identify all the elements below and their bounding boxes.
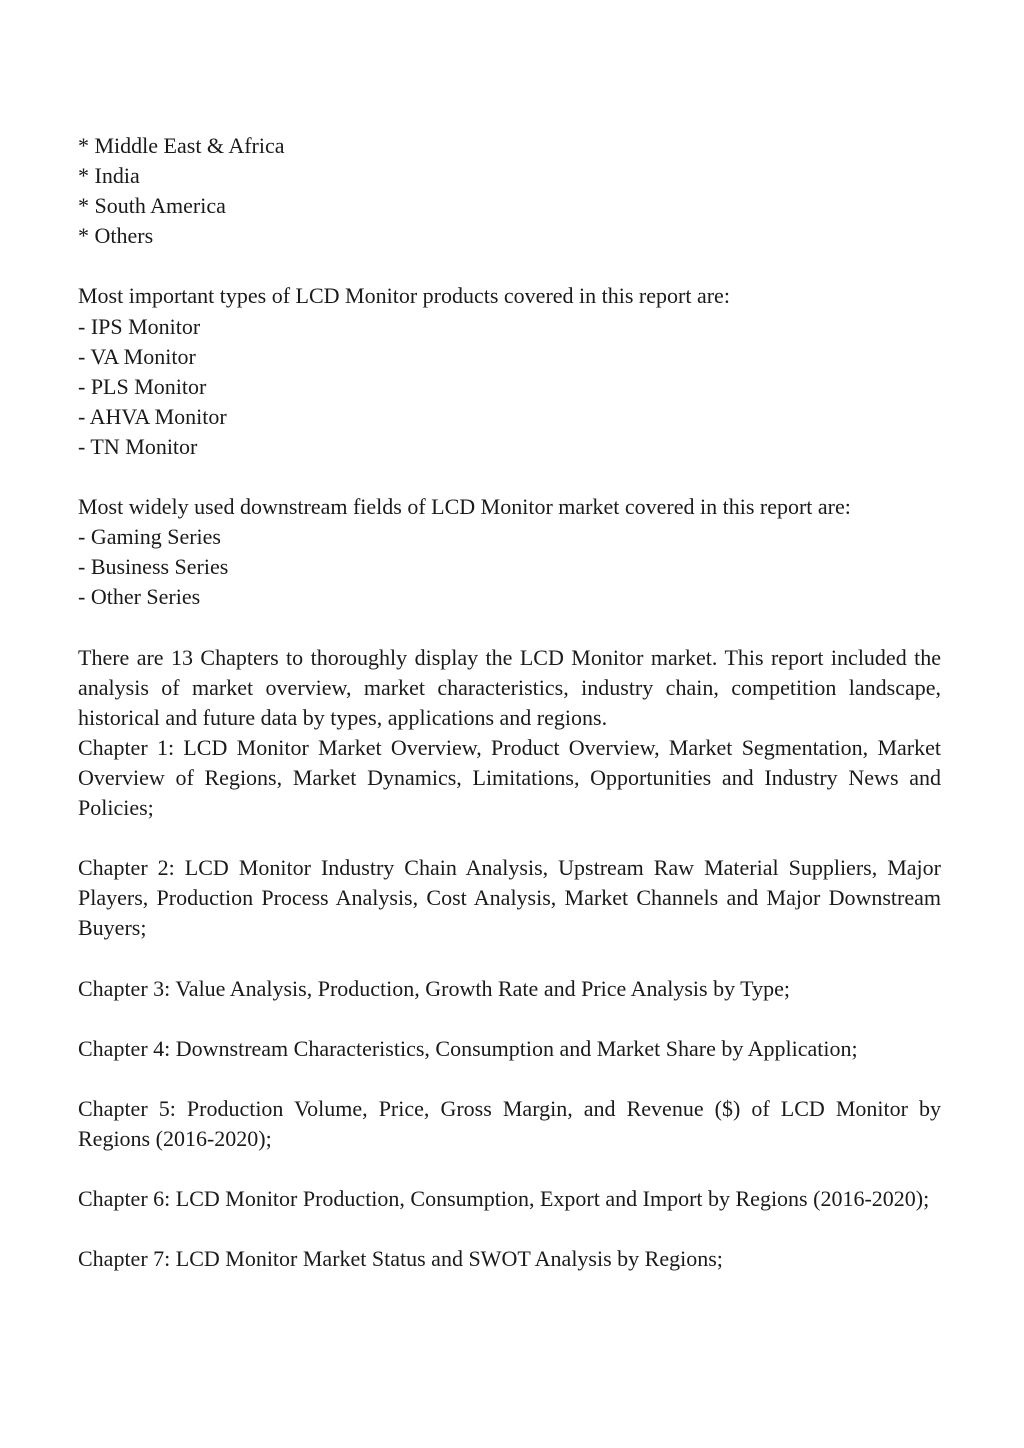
list-item: - Business Series	[78, 554, 229, 580]
fields-heading: Most widely used downstream fields of LCD Monitor market covered in this report are:	[78, 494, 851, 520]
chapter-3: Chapter 3: Value Analysis, Production, Growth Rate and Price Analysis by Type;	[78, 975, 790, 1001]
paragraph-gap	[78, 823, 941, 853]
list-item: * India	[78, 163, 140, 189]
list-item: - IPS Monitor	[78, 313, 201, 339]
list-item: - Other Series	[78, 584, 201, 610]
list-item: * Middle East & Africa	[78, 133, 285, 158]
intro-paragraph: There are 13 Chapters to thoroughly display the LCD Monitor market. This report included the analysis of market overview, market characteristics, industry chain, competition landscape, historical and future data by types, applications and regions.	[78, 644, 941, 730]
paragraph-gap	[78, 944, 941, 974]
chapter-6: Chapter 6: LCD Monitor Production, Consumption, Export and Import by Regions (2016-2020);	[78, 1186, 930, 1212]
chapter-7: Chapter 7: LCD Monitor Market Status and SWOT Analysis by Regions;	[78, 1246, 723, 1272]
document-page	[78, 131, 941, 1275]
paragraph-gap	[78, 613, 941, 643]
list-item: - TN Monitor	[78, 433, 198, 459]
types-list	[78, 312, 941, 462]
paragraph-gap	[78, 251, 941, 281]
list-item: - AHVA Monitor	[78, 403, 227, 429]
paragraph-gap	[78, 1064, 941, 1094]
chapter-4: Chapter 4: Downstream Characteristics, Consumption and Market Share by Application;	[78, 1035, 858, 1061]
fields-list	[78, 522, 941, 612]
list-item: - Gaming Series	[78, 524, 221, 550]
list-item: - VA Monitor	[78, 343, 196, 369]
chapter-5: Chapter 5: Production Volume, Price, Gross Margin, and Revenue ($) of LCD Monitor by Regions (2016-2020);	[78, 1096, 941, 1152]
list-item: * Others	[78, 223, 154, 249]
regions-list	[78, 131, 941, 251]
chapter-1: Chapter 1: LCD Monitor Market Overview, Product Overview, Market Segmentation, Market Overview of Regions, Market Dynamics, Limitations, Opportunities and Industry News and Policies;	[78, 734, 941, 821]
types-heading: Most important types of LCD Monitor products covered in this report are:	[78, 283, 730, 309]
paragraph-gap	[78, 1154, 941, 1184]
list-item: - PLS Monitor	[78, 373, 207, 399]
paragraph-gap	[78, 1004, 941, 1034]
list-item: * South America	[78, 193, 226, 219]
chapter-2: Chapter 2: LCD Monitor Industry Chain Analysis, Upstream Raw Material Suppliers, Major Players, Production Process Analysis, Cost Analysis, Market Channels and Major Downstream Buyers;	[78, 855, 941, 941]
paragraph-gap	[78, 1214, 941, 1244]
paragraph-gap	[78, 462, 941, 492]
